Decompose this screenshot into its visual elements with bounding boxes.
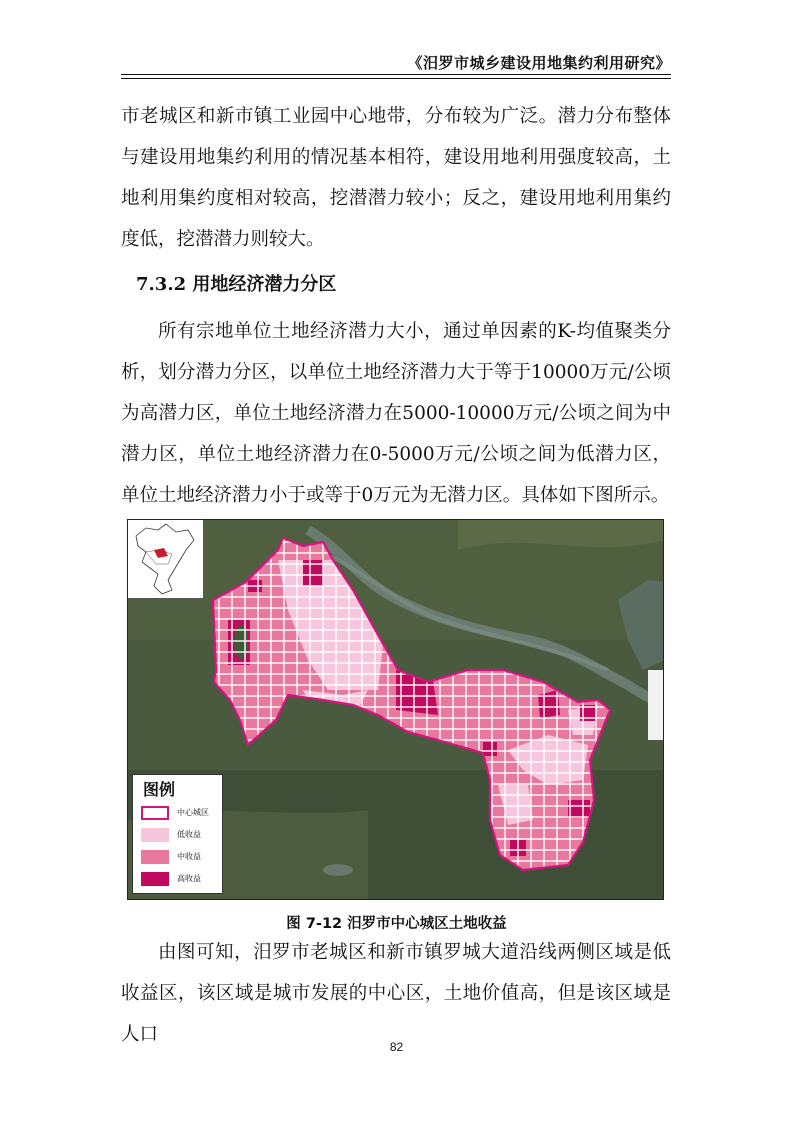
legend-title: 图例 bbox=[143, 780, 176, 799]
map-figure bbox=[127, 519, 664, 900]
figure-caption: 图 7-12 汨罗市中心城区土地收益 bbox=[286, 916, 507, 932]
header-rule-thick bbox=[121, 74, 671, 75]
blank-corner bbox=[648, 670, 664, 740]
header-rule-thin bbox=[121, 78, 671, 79]
paragraph-continuation: 市老城区和新市镇工业园中心地带，分布较为广泛。潜力分布整体与建设用地集约利用的情况基本相符，建设用地利用强度较高，土地利用集约度相对较高，挖潜潜力较小；反之，建设用地利用集约度低，挖潜潜力则较大。 bbox=[121, 106, 671, 250]
legend-swatch-high bbox=[141, 872, 169, 886]
legend-swatch-mid bbox=[141, 850, 169, 864]
header-title: 《汨罗市城乡建设用地集约利用研究》 bbox=[407, 54, 671, 72]
legend-swatch-low bbox=[141, 828, 169, 842]
legend-label: 中收益 bbox=[177, 852, 201, 861]
legend-label: 高收益 bbox=[177, 874, 201, 883]
legend-swatch-boundary bbox=[141, 806, 169, 820]
legend-label: 中心城区 bbox=[177, 808, 209, 817]
locator-county-shape bbox=[136, 524, 194, 594]
legend-item-boundary bbox=[141, 806, 225, 822]
page-number: 82 bbox=[389, 1040, 404, 1054]
legend-item-low bbox=[141, 828, 225, 844]
legend-item-mid bbox=[141, 850, 225, 866]
legend-label: 低收益 bbox=[177, 830, 201, 839]
locator-inset bbox=[128, 520, 204, 599]
paragraph-analysis: 由图可知，汨罗市老城区和新市镇罗城大道沿线两侧区域是低收益区，该区域是城市发展的中心区，土地价值高，但是该区域是人口 bbox=[121, 942, 671, 1045]
map-legend bbox=[132, 774, 223, 894]
legend-item-high bbox=[141, 872, 225, 888]
paragraph-zoning: 所有宗地单位土地经济潜力大小，通过单因素的K-均值聚类分析，划分潜力分区，以单位土地经济潜力大于等于10000万元/公顷为高潜力区，单位土地经济潜力在5000-10000万元/公顷之间为中潜力区，单位土地经济潜力在0-5000万元/公顷之间为低潜力区，单位土地经济潜力小于或等于0万元为无潜力区。具体如下图所示。 bbox=[121, 321, 671, 506]
section-heading: 7.3.2 用地经济潜力分区 bbox=[136, 274, 337, 295]
